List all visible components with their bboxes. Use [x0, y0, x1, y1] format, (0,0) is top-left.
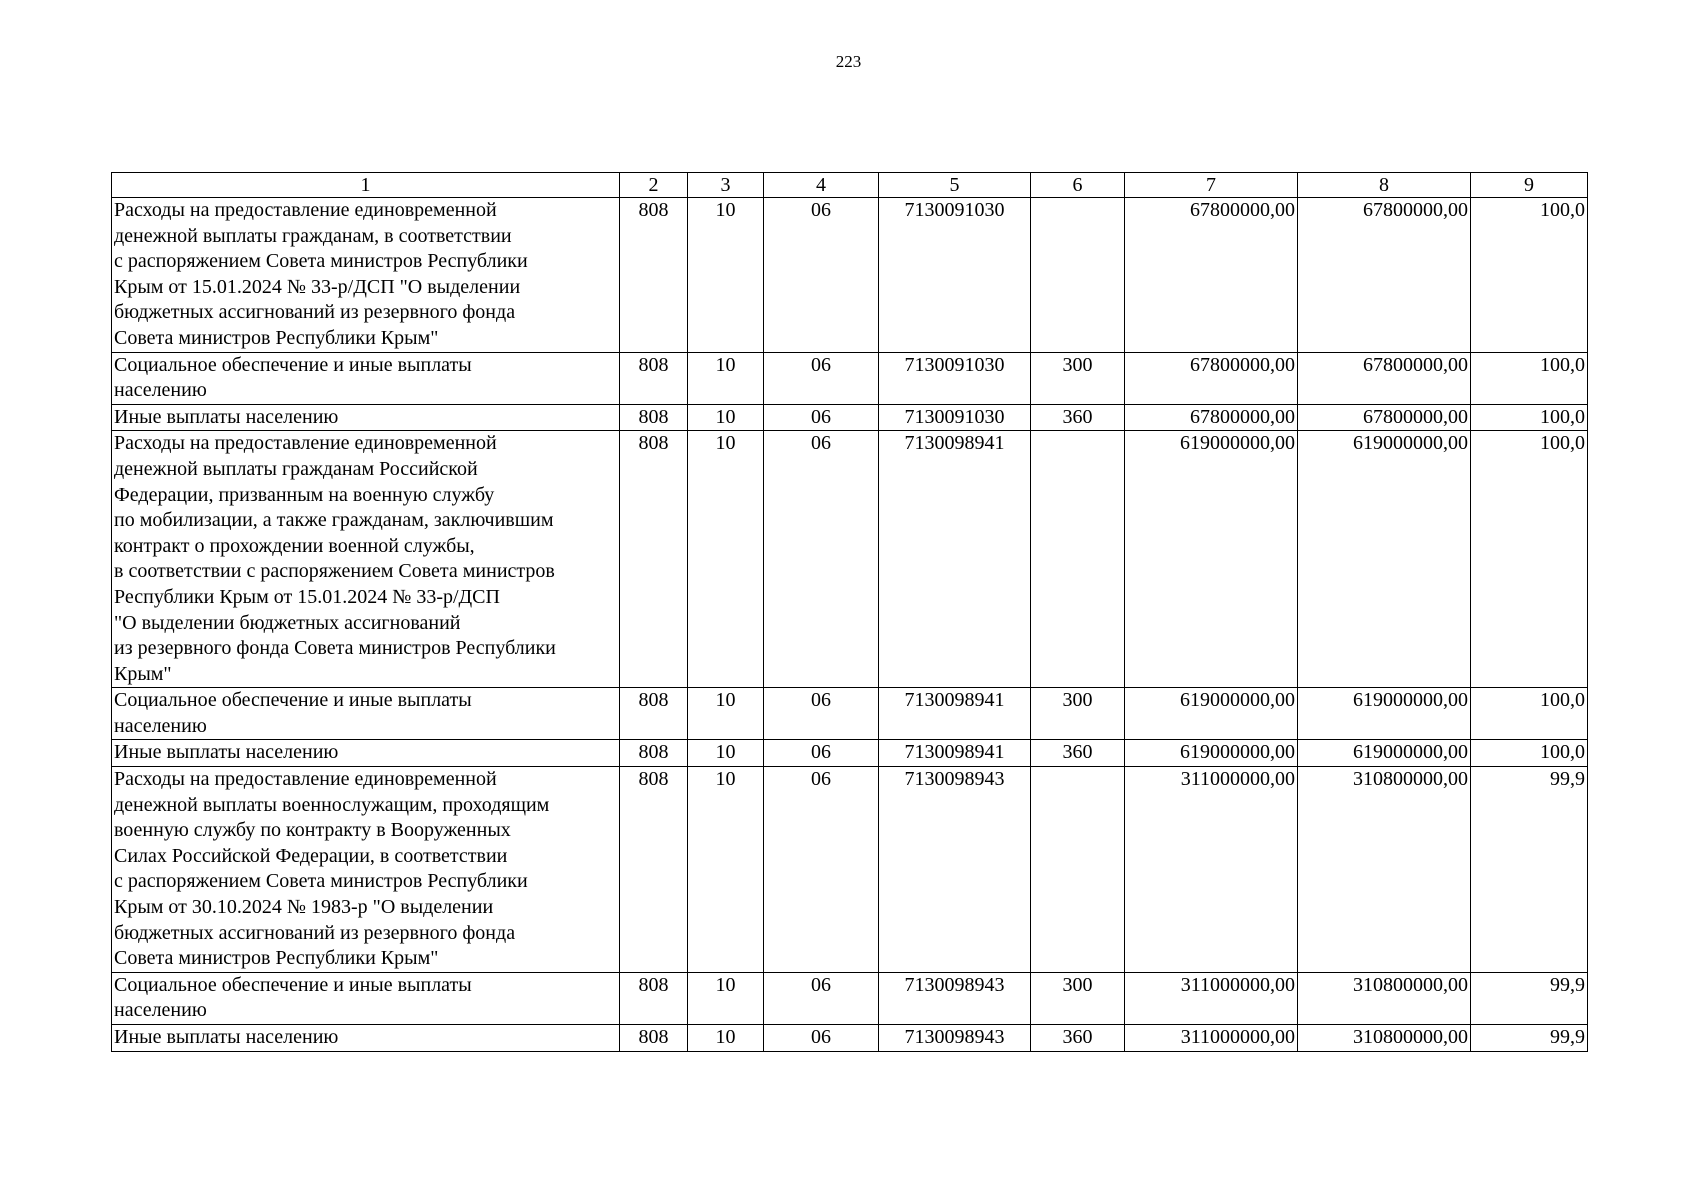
column-header: 7 [1125, 173, 1298, 198]
column-header: 6 [1031, 173, 1125, 198]
cell-expense-type: 360 [1031, 740, 1125, 767]
table-row [112, 972, 1588, 1024]
cell-description [112, 972, 620, 1024]
description-line: Расходы на предоставление единовременной [114, 432, 497, 455]
page-number: 223 [835, 52, 862, 71]
cell-planned-amount: 311000000,00 [1125, 1025, 1298, 1052]
column-header: 4 [764, 173, 879, 198]
description-line: Иные выплаты населению [114, 741, 339, 764]
description-line: Социальное обеспечение и иные выплаты [114, 973, 472, 996]
cell-description [112, 431, 620, 688]
description-line: из резервного фонда Совета министров Республики [114, 637, 556, 660]
column-header: 1 [112, 173, 620, 198]
description-line: Крым от 30.10.2024 № 1983-р "О выделении [114, 896, 494, 919]
cell-executed-amount: 67800000,00 [1298, 352, 1471, 404]
column-header: 8 [1298, 173, 1471, 198]
cell-section: 10 [688, 1025, 764, 1052]
description-line: Крым" [114, 662, 172, 685]
description-line: денежной выплаты военнослужащим, проходящим [114, 793, 550, 816]
cell-executed-amount: 67800000,00 [1298, 198, 1471, 353]
description-line: Совета министров Республики Крым" [114, 947, 439, 970]
cell-admin-code: 808 [620, 431, 688, 688]
cell-execution-percent: 100,0 [1471, 352, 1588, 404]
cell-planned-amount: 619000000,00 [1125, 740, 1298, 767]
cell-executed-amount: 619000000,00 [1298, 688, 1471, 740]
cell-expense-type: 300 [1031, 352, 1125, 404]
cell-admin-code: 808 [620, 767, 688, 973]
description-line: Социальное обеспечение и иные выплаты [114, 689, 472, 712]
cell-execution-percent: 100,0 [1471, 404, 1588, 431]
cell-section: 10 [688, 404, 764, 431]
cell-subsection: 06 [764, 1025, 879, 1052]
description-line: населению [114, 714, 207, 737]
table-header-row [112, 173, 1588, 198]
cell-executed-amount: 310800000,00 [1298, 1025, 1471, 1052]
cell-execution-percent: 100,0 [1471, 198, 1588, 353]
cell-planned-amount: 67800000,00 [1125, 404, 1298, 431]
cell-expense-type: 300 [1031, 688, 1125, 740]
description-line: бюджетных ассигнований из резервного фонда [114, 301, 516, 324]
description-line: Республики Крым от 15.01.2024 № 33-р/ДСП [114, 585, 500, 608]
table-row [112, 404, 1588, 431]
cell-execution-percent: 100,0 [1471, 431, 1588, 688]
cell-target-article: 7130098943 [879, 767, 1031, 973]
cell-executed-amount: 310800000,00 [1298, 972, 1471, 1024]
table-row [112, 688, 1588, 740]
cell-description [112, 767, 620, 973]
cell-planned-amount: 619000000,00 [1125, 688, 1298, 740]
description-line: Расходы на предоставление единовременной [114, 768, 497, 791]
cell-execution-percent: 99,9 [1471, 767, 1588, 973]
cell-planned-amount: 311000000,00 [1125, 767, 1298, 973]
cell-description [112, 352, 620, 404]
cell-target-article: 7130098941 [879, 688, 1031, 740]
cell-subsection: 06 [764, 404, 879, 431]
cell-section: 10 [688, 972, 764, 1024]
description-line: контракт о прохождении военной службы, [114, 534, 475, 557]
cell-expense-type [1031, 431, 1125, 688]
cell-description [112, 1025, 620, 1052]
cell-execution-percent: 100,0 [1471, 688, 1588, 740]
cell-expense-type: 360 [1031, 1025, 1125, 1052]
cell-planned-amount: 311000000,00 [1125, 972, 1298, 1024]
cell-admin-code: 808 [620, 198, 688, 353]
cell-section: 10 [688, 352, 764, 404]
cell-planned-amount: 67800000,00 [1125, 352, 1298, 404]
cell-executed-amount: 619000000,00 [1298, 740, 1471, 767]
cell-admin-code: 808 [620, 740, 688, 767]
description-line: Иные выплаты населению [114, 405, 339, 428]
cell-expense-type [1031, 198, 1125, 353]
description-line: с распоряжением Совета министров Республики [114, 870, 528, 893]
cell-execution-percent: 99,9 [1471, 972, 1588, 1024]
cell-execution-percent: 100,0 [1471, 740, 1588, 767]
description-line: Иные выплаты населению [114, 1026, 339, 1048]
cell-target-article: 7130091030 [879, 404, 1031, 431]
table-row [112, 431, 1588, 688]
description-line: денежной выплаты гражданам, в соответствии [114, 224, 512, 247]
cell-description [112, 688, 620, 740]
cell-admin-code: 808 [620, 972, 688, 1024]
cell-admin-code: 808 [620, 404, 688, 431]
cell-description [112, 404, 620, 431]
cell-expense-type: 360 [1031, 404, 1125, 431]
cell-expense-type: 300 [1031, 972, 1125, 1024]
description-line: денежной выплаты гражданам Российской [114, 457, 478, 480]
cell-section: 10 [688, 688, 764, 740]
column-header: 5 [879, 173, 1031, 198]
cell-section: 10 [688, 431, 764, 688]
table-row [112, 1025, 1588, 1052]
table-row [112, 198, 1588, 353]
description-line: населению [114, 999, 207, 1022]
description-line: населению [114, 379, 207, 402]
cell-expense-type [1031, 767, 1125, 973]
description-line: в соответствии с распоряжением Совета министров [114, 560, 555, 583]
cell-subsection: 06 [764, 972, 879, 1024]
table-row [112, 352, 1588, 404]
table-row [112, 740, 1588, 767]
cell-execution-percent: 99,9 [1471, 1025, 1588, 1052]
cell-executed-amount: 619000000,00 [1298, 431, 1471, 688]
cell-target-article: 7130098941 [879, 431, 1031, 688]
cell-subsection: 06 [764, 352, 879, 404]
column-header: 2 [620, 173, 688, 198]
cell-planned-amount: 619000000,00 [1125, 431, 1298, 688]
description-line: бюджетных ассигнований из резервного фонда [114, 921, 516, 944]
column-header: 9 [1471, 173, 1588, 198]
table-row [112, 767, 1588, 973]
cell-section: 10 [688, 767, 764, 973]
description-line: Крым от 15.01.2024 № 33-р/ДСП "О выделении [114, 275, 521, 298]
cell-admin-code: 808 [620, 1025, 688, 1052]
column-header: 3 [688, 173, 764, 198]
cell-target-article: 7130098943 [879, 972, 1031, 1024]
cell-admin-code: 808 [620, 352, 688, 404]
cell-section: 10 [688, 740, 764, 767]
description-line: военную службу по контракту в Вооруженных [114, 819, 511, 842]
cell-section: 10 [688, 198, 764, 353]
description-line: "О выделении бюджетных ассигнований [114, 611, 461, 634]
cell-subsection: 06 [764, 688, 879, 740]
cell-subsection: 06 [764, 767, 879, 973]
cell-description [112, 198, 620, 353]
cell-target-article: 7130091030 [879, 198, 1031, 353]
description-line: Силах Российской Федерации, в соответствии [114, 844, 508, 867]
cell-description [112, 740, 620, 767]
cell-target-article: 7130098943 [879, 1025, 1031, 1052]
cell-subsection: 06 [764, 431, 879, 688]
cell-subsection: 06 [764, 198, 879, 353]
cell-target-article: 7130091030 [879, 352, 1031, 404]
description-line: Расходы на предоставление единовременной [114, 199, 497, 221]
description-line: по мобилизации, а также гражданам, заключившим [114, 509, 554, 532]
cell-executed-amount: 67800000,00 [1298, 404, 1471, 431]
description-line: с распоряжением Совета министров Республики [114, 250, 528, 273]
cell-admin-code: 808 [620, 688, 688, 740]
description-line: Совета министров Республики Крым" [114, 326, 439, 349]
cell-subsection: 06 [764, 740, 879, 767]
cell-planned-amount: 67800000,00 [1125, 198, 1298, 353]
description-line: Социальное обеспечение и иные выплаты [114, 353, 472, 376]
cell-target-article: 7130098941 [879, 740, 1031, 767]
budget-table [111, 172, 1588, 1052]
cell-executed-amount: 310800000,00 [1298, 767, 1471, 973]
description-line: Федерации, призванным на военную службу [114, 483, 495, 506]
